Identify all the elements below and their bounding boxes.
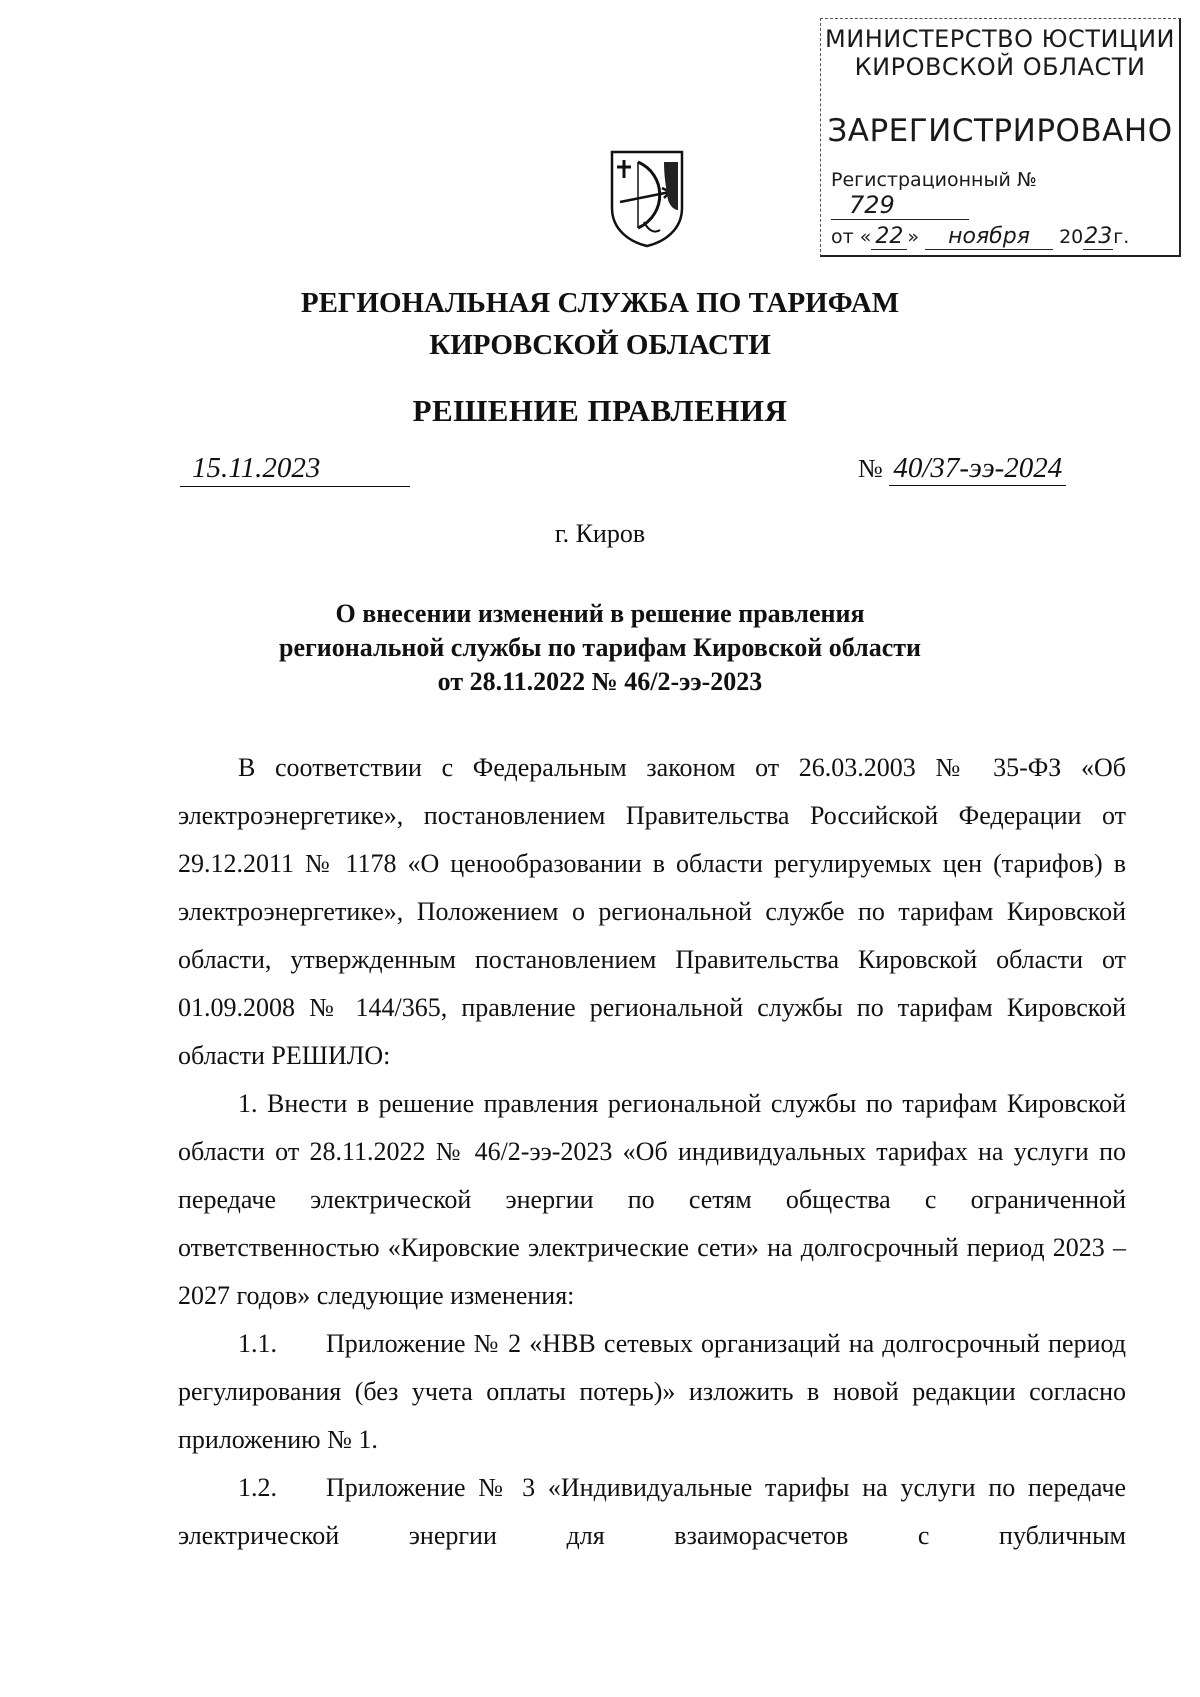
subject-line2: региональной службы по тарифам Кировской области: [279, 633, 921, 662]
subject-line3: от 28.11.2022 № 46/2-ээ-2023: [437, 667, 763, 696]
stamp-date-mid: »: [907, 226, 919, 248]
subject-line1: О внесении изменений в решение правления: [335, 599, 865, 628]
stamp-date-line: [831, 224, 1129, 250]
document-subject: [0, 597, 1200, 699]
stamp-reg-number: 729: [831, 191, 969, 220]
stamp-status: ЗАРЕГИСТРИРОВАНО: [827, 113, 1173, 149]
stamp-ministry: [821, 25, 1179, 81]
organization-title-line1: РЕГИОНАЛЬНАЯ СЛУЖБА ПО ТАРИФАМ: [300, 287, 900, 319]
preamble-paragraph: В соответствии с Федеральным законом от 26.03.2003 № 35-ФЗ «Об электроэнергетике», постановлением Правительства Российской Федерации от 29.12.2011 № 1178 «О ценообразовании в области регулируемых цен (тарифов) в электроэнергетике», Положением о региональной службе по тарифам Кировской области, утвержденным постановлением Правительства Кировской области от 01.09.2008 № 144/365, правление региональной службы по тарифам Кировской области РЕШИЛО:: [178, 753, 1126, 1070]
city: г. Киров: [554, 519, 646, 548]
stamp-reg-line: [831, 169, 1179, 220]
coat-of-arms-icon: [608, 148, 686, 248]
stamp-date-year-prefix: 20: [1059, 226, 1084, 248]
stamp-date-suffix: г.: [1113, 226, 1130, 248]
stamp-date-year: 23: [1084, 224, 1113, 249]
item-1-paragraph: 1. Внести в решение правления региональной службы по тарифам Кировской области от 28.11.2022 № 46/2-ээ-2023 «Об индивидуальных тарифах на услуги по передаче электрической энергии по сетям общества с ограниченной ответственностью «Кировские электрические сети» на долгосрочный период 2023 – 2027 годов» следующие изменения:: [178, 1089, 1126, 1310]
item-1-2-text: Приложение № 3 «Индивидуальные тарифы на услуги по передаче электрической энергии для взаиморасчетов с публичным: [178, 1473, 1126, 1550]
organization-title-line2: КИРОВСКОЙ ОБЛАСТИ: [429, 329, 771, 361]
item-1-1-number: 1.1.: [238, 1329, 277, 1358]
stamp-date-prefix: от «: [831, 226, 872, 248]
stamp-date-day: 22: [871, 224, 907, 250]
registration-stamp: [820, 18, 1181, 257]
document-number-line: [858, 452, 1066, 486]
document-number-label: №: [858, 454, 883, 483]
stamp-ministry-line1: МИНИСТЕРСТВО ЮСТИЦИИ: [825, 25, 1175, 53]
stamp-reg-label: Регистрационный №: [831, 169, 1037, 191]
document-date: 15.11.2023: [180, 452, 410, 487]
stamp-date-month: ноября: [925, 224, 1053, 250]
item-1-2-paragraph: [178, 1464, 1126, 1560]
item-1-1-paragraph: [178, 1320, 1126, 1464]
document-body: [178, 744, 1126, 1560]
item-1-1-text: Приложение № 2 «НВВ сетевых организаций на долгосрочный период регулирования (без учета оплаты потерь)» изложить в новой редакции согласно приложению № 1.: [178, 1329, 1126, 1454]
organization-title: [0, 282, 1200, 366]
document-number: 40/37-ээ-2024: [889, 452, 1066, 486]
document-type: РЕШЕНИЕ ПРАВЛЕНИЯ: [412, 393, 788, 428]
stamp-ministry-line2: КИРОВСКОЙ ОБЛАСТИ: [854, 53, 1146, 81]
item-1-2-number: 1.2.: [238, 1473, 277, 1502]
